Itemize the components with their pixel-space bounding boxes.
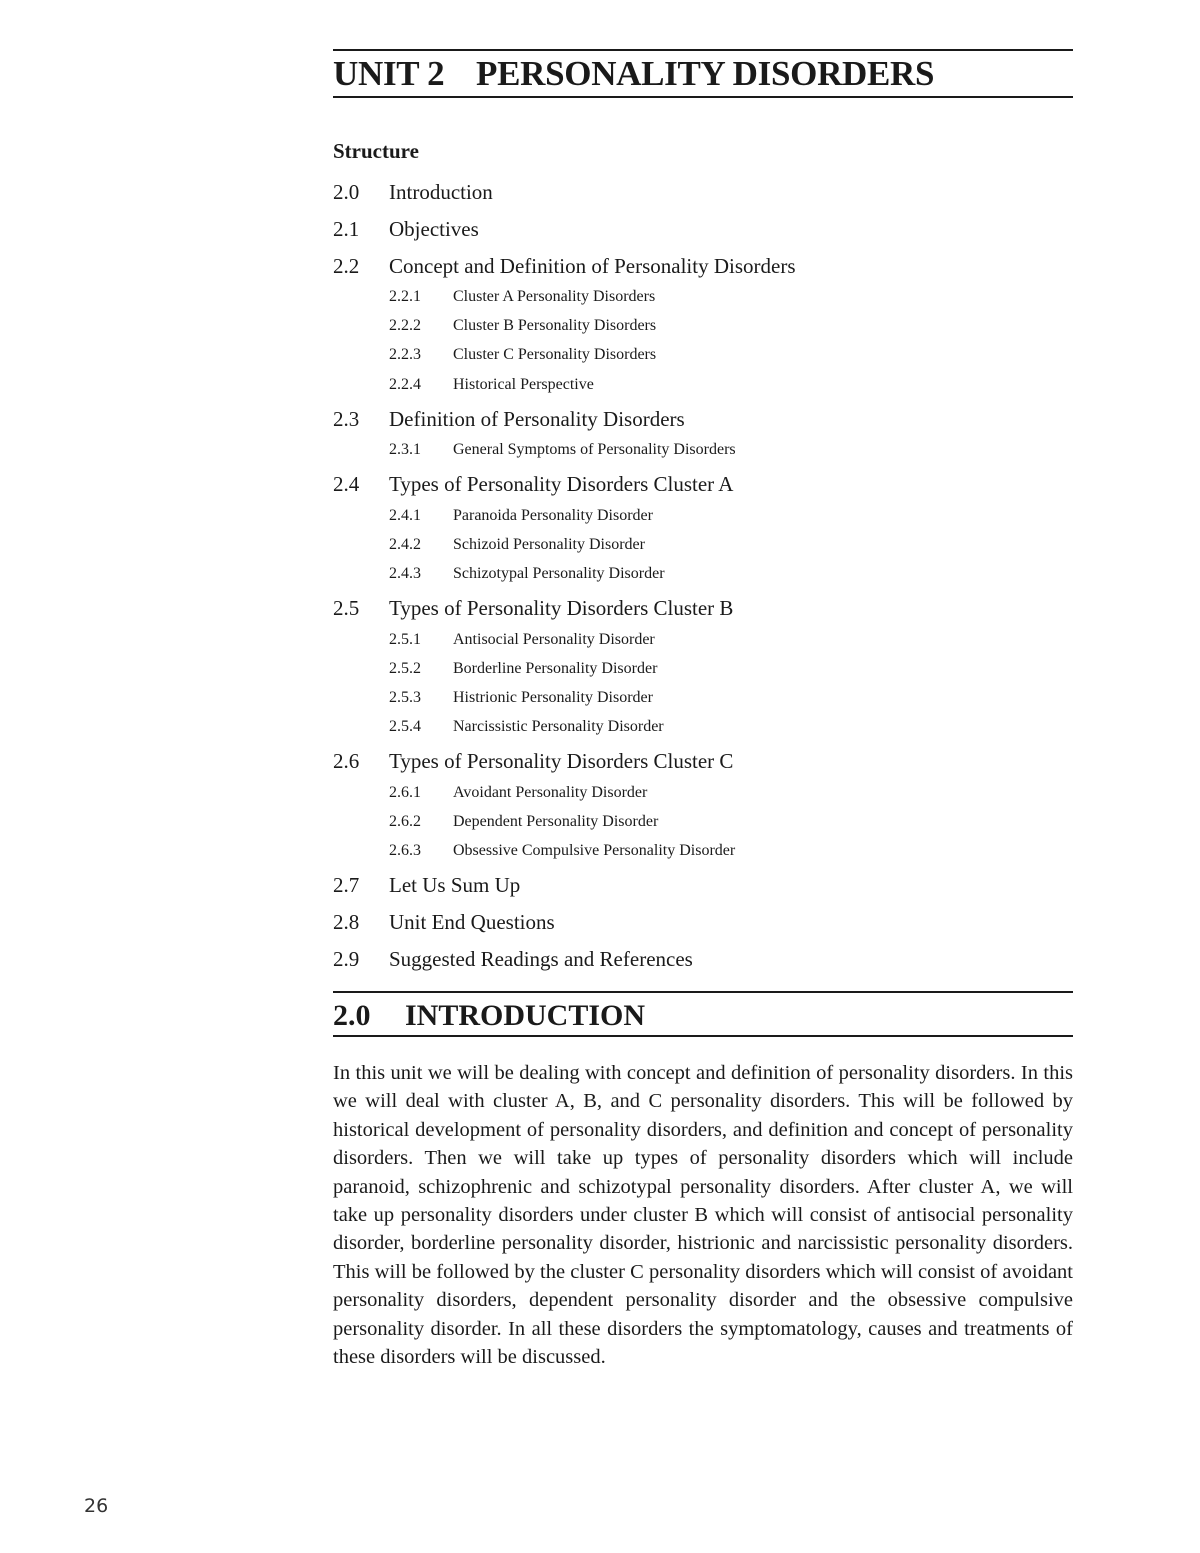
toc-item-label: Objectives	[389, 217, 479, 241]
toc-item-number: 2.0	[333, 180, 360, 204]
toc-item-number: 2.4	[333, 472, 360, 496]
unit-number: UNIT 2	[333, 54, 445, 93]
toc-subitem-label: Paranoida Personality Disorder	[453, 507, 653, 524]
toc-subitem-number: 2.5.4	[389, 718, 421, 735]
toc-subitem-label: Dependent Personality Disorder	[453, 813, 659, 830]
toc-item	[333, 872, 520, 898]
section-heading	[333, 998, 1073, 1034]
toc-subitem	[389, 659, 657, 679]
toc-subitem-number: 2.2.1	[389, 288, 421, 305]
toc-subitem	[389, 287, 655, 307]
toc-subitem-number: 2.4.2	[389, 536, 421, 553]
toc-subitem-label: Cluster C Personality Disorders	[453, 346, 657, 363]
toc-subitem	[389, 564, 665, 584]
toc-item-number: 2.6	[333, 749, 360, 773]
toc-item-label: Suggested Readings and References	[389, 947, 693, 971]
toc-subitem	[389, 717, 664, 737]
toc-subitem-number: 2.3.1	[389, 441, 421, 458]
toc-subitem-number: 2.5.1	[389, 631, 421, 648]
toc-subitem-label: Antisocial Personality Disorder	[453, 631, 655, 648]
toc-subitem	[389, 812, 658, 832]
toc-item	[333, 216, 479, 242]
toc-item-label: Types of Personality Disorders Cluster C	[389, 749, 734, 773]
toc-item-label: Introduction	[389, 180, 493, 204]
toc-item-number: 2.9	[333, 947, 360, 971]
toc-subitem-number: 2.4.3	[389, 565, 421, 582]
toc-subitem-label: Obsessive Compulsive Personality Disorder	[453, 842, 736, 859]
toc-subitem-number: 2.6.2	[389, 813, 421, 830]
toc-subitem-label: Schizotypal Personality Disorder	[453, 565, 665, 582]
toc-item-label: Let Us Sum Up	[389, 873, 521, 897]
toc-item	[333, 253, 796, 279]
section-underline-rule	[333, 1035, 1073, 1037]
section-top-rule	[333, 991, 1073, 993]
toc-subitem-number: 2.2.2	[389, 317, 421, 334]
section-number: 2.0	[333, 999, 371, 1032]
toc-item	[333, 946, 693, 972]
toc-subitem-label: Cluster A Personality Disorders	[453, 288, 656, 305]
top-rule	[333, 49, 1073, 51]
toc-subitem	[389, 535, 645, 555]
toc-item	[333, 909, 555, 935]
toc-subitem	[389, 316, 656, 336]
toc-subitem	[389, 440, 736, 460]
toc-item-label: Unit End Questions	[389, 910, 555, 934]
toc-subitem	[389, 506, 653, 526]
toc-item	[333, 748, 733, 774]
toc-subitem-number: 2.4.1	[389, 507, 421, 524]
toc-subitem-number: 2.2.3	[389, 346, 421, 363]
toc-subitem	[389, 841, 735, 861]
toc-item-number: 2.5	[333, 596, 360, 620]
toc-subitem-label: Histrionic Personality Disorder	[453, 689, 653, 706]
toc-item-label: Concept and Definition of Personality Disorders	[389, 254, 796, 278]
introduction-paragraph: In this unit we will be dealing with concept and definition of personality disorders. In this we will deal with cluster A, B, and C personality disorders. This will be followed by historical development of personality disorders, and definition and concept of personality disorders. Then we will take up types of personality disorders which will include paranoid, schizophrenic and schizotypal personality disorders. After cluster A, we will take up personality disorders under cluster B which will consist of antisocial personality disorder, borderline personality disorder, histrionic and narcissistic personality disorders. This will be followed by the cluster C personality disorders which will consist of avoidant personality disorders, dependent personality disorder and the obsessive compulsive personality disorder. In all these disorders the symptomatology, causes and treatments of these disorders will be discussed.	[333, 1062, 1073, 1369]
structure-heading: Structure	[333, 139, 419, 163]
toc-subitem-label: Cluster B Personality Disorders	[453, 317, 657, 334]
toc-subitem	[389, 688, 653, 708]
toc-subitem-label: Borderline Personality Disorder	[453, 660, 658, 677]
unit-title-text: PERSONALITY DISORDERS	[476, 54, 935, 93]
toc-subitem-label: Historical Perspective	[453, 376, 594, 393]
toc-subitem	[389, 375, 594, 395]
toc-subitem-number: 2.6.3	[389, 842, 421, 859]
toc-subitem-label: Schizoid Personality Disorder	[453, 536, 645, 553]
toc-subitem-number: 2.6.1	[389, 784, 421, 801]
toc-subitem-label: General Symptoms of Personality Disorders	[453, 441, 736, 458]
unit-title	[333, 54, 1073, 94]
toc-item-label: Types of Personality Disorders Cluster B	[389, 596, 734, 620]
toc-item	[333, 406, 685, 432]
toc-item-number: 2.2	[333, 254, 360, 278]
toc-item	[333, 179, 493, 205]
toc-item-label: Definition of Personality Disorders	[389, 407, 685, 431]
toc-item-number: 2.3	[333, 407, 360, 431]
toc-subitem	[389, 345, 656, 365]
toc-item-number: 2.8	[333, 910, 360, 934]
toc-subitem-label: Avoidant Personality Disorder	[453, 784, 648, 801]
toc-subitem-number: 2.5.3	[389, 689, 421, 706]
toc-subitem-number: 2.5.2	[389, 660, 421, 677]
toc-item	[333, 595, 733, 621]
toc-item-number: 2.1	[333, 217, 360, 241]
section-title: INTRODUCTION	[405, 999, 646, 1032]
title-underline-rule	[333, 96, 1073, 98]
toc-item-number: 2.7	[333, 873, 360, 897]
toc-subitem-number: 2.2.4	[389, 376, 421, 393]
toc-subitem	[389, 630, 655, 650]
page-number: 26	[84, 1495, 109, 1517]
toc-item	[333, 471, 733, 497]
toc-subitem-label: Narcissistic Personality Disorder	[453, 718, 664, 735]
toc-subitem	[389, 783, 647, 803]
toc-item-label: Types of Personality Disorders Cluster A	[389, 472, 734, 496]
